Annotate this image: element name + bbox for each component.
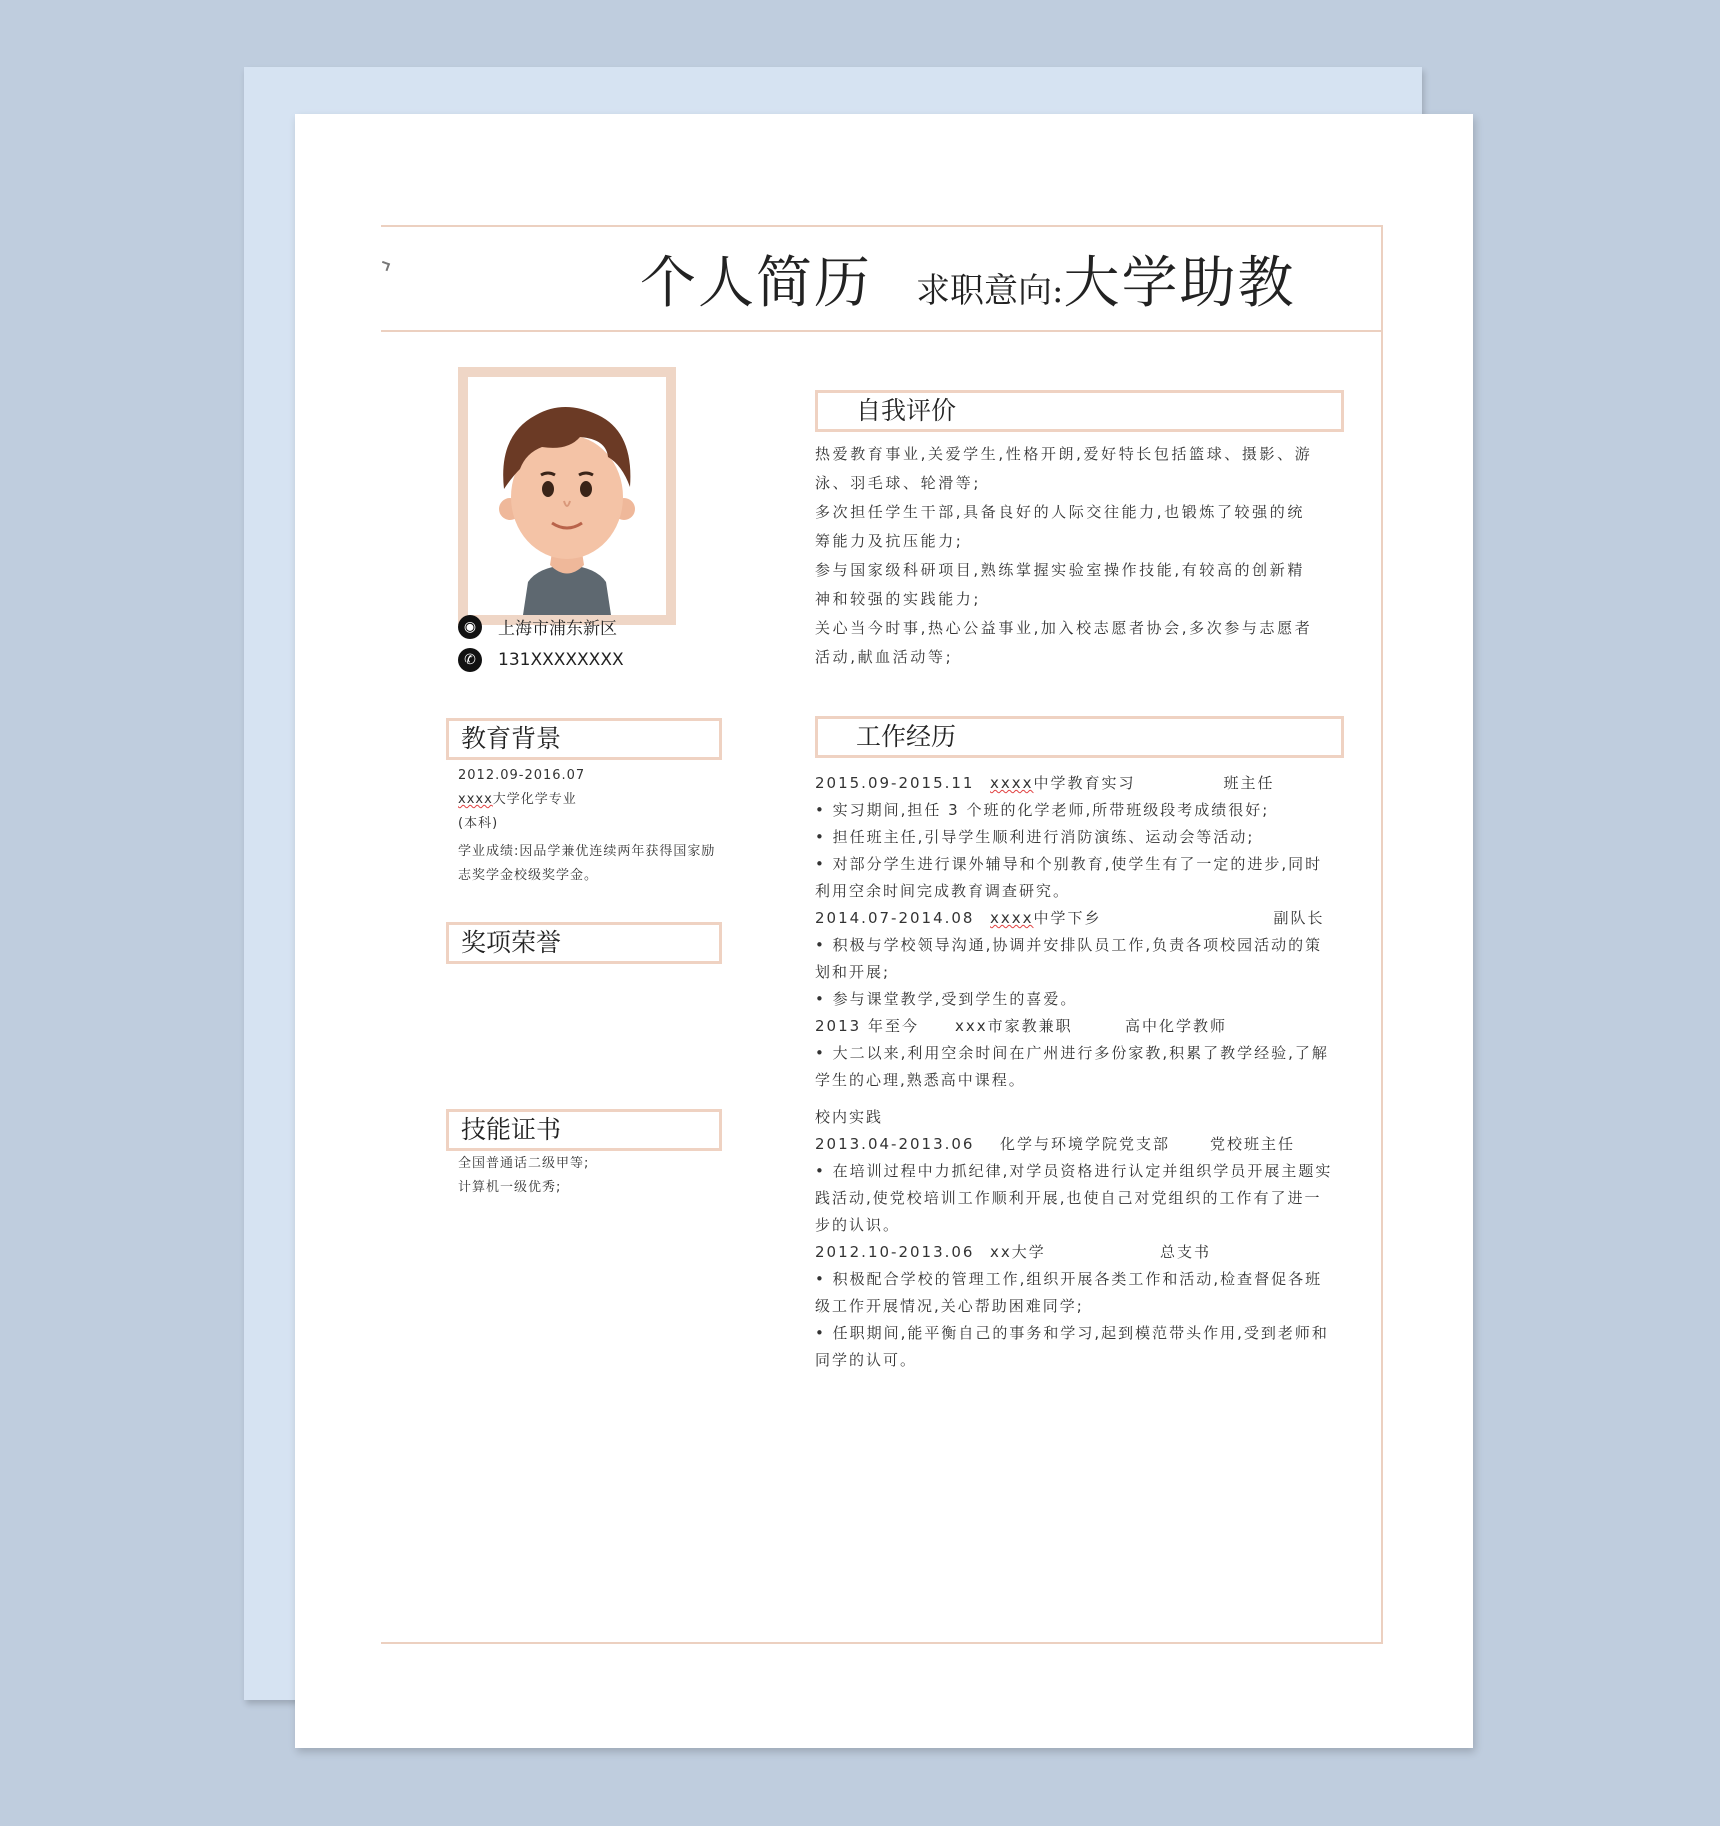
- address-text: 上海市浦东新区: [498, 619, 617, 639]
- work-item: [815, 770, 1335, 905]
- campus-item: [815, 1131, 1335, 1239]
- education-achievement: 学业成绩:因品学兼优连续两年获得国家励志奖学金校级奖学金。: [458, 844, 716, 883]
- education-degree: (本科): [458, 816, 499, 831]
- work-role: 班主任: [1223, 774, 1275, 792]
- work-bullet: • 积极与学校领导沟通,协调并安排队员工作,负责各项校园活动的策划和开展;: [815, 936, 1323, 981]
- work-org: 中学教育实习: [1033, 774, 1136, 792]
- campus-bullet: • 在培训过程中力抓纪律,对学员资格进行认定并组织学员开展主题实践活动,使党校培训工作顺利开展,也使自己对党组织的工作有了进一步的认识。: [815, 1162, 1333, 1234]
- education-school-prefix: xxxx: [458, 792, 493, 807]
- work-item: [815, 1013, 1335, 1094]
- self-eval-text: [815, 440, 1320, 672]
- self-eval-paragraph: 多次担任学生干部,具备良好的人际交往能力,也锻炼了较强的统筹能力及抗压能力;: [815, 503, 1305, 550]
- phone-icon: ✆: [458, 648, 482, 672]
- header-divider: [381, 330, 1381, 332]
- campus-role: 党校班主任: [1210, 1135, 1296, 1153]
- work-item-header: [815, 905, 1335, 932]
- work-bullet: • 对部分学生进行课外辅导和个别教育,使学生有了一定的进步,同时利用空余时间完成教育调查研究。: [815, 855, 1323, 900]
- campus-org: xx大学: [990, 1243, 1046, 1261]
- work-period: 2013 年至今: [815, 1017, 919, 1035]
- phone-text: 131XXXXXXXX: [498, 650, 624, 670]
- education-block: [458, 764, 728, 888]
- work-item-header: [815, 770, 1335, 797]
- work-org: 中学下乡: [1033, 909, 1102, 927]
- work-role: 副队长: [1273, 909, 1325, 927]
- avatar-illustration: [468, 377, 666, 615]
- work-period: 2015.09-2015.11: [815, 774, 975, 792]
- job-intent-value: 大学助教: [1063, 251, 1296, 316]
- work-experience: [815, 770, 1335, 1374]
- education-school-name: 大学化学专业: [492, 792, 577, 807]
- campus-bullet: • 任职期间,能平衡自己的事务和学习,起到模范带头作用,受到老师和同学的认可。: [815, 1324, 1329, 1369]
- education-period: 2012.09-2016.07: [458, 768, 586, 783]
- location-pin-icon: ◉: [458, 615, 482, 639]
- education-school: [458, 788, 728, 812]
- campus-period: 2013.04-2013.06: [815, 1135, 975, 1153]
- campus-item-header: [815, 1239, 1335, 1266]
- avatar: [458, 367, 676, 625]
- campus-bullet: • 积极配合学校的管理工作,组织开展各类工作和活动,检查督促各班级工作开展情况,关心帮助困难同学;: [815, 1270, 1323, 1315]
- work-item: [815, 905, 1335, 1013]
- campus-org: 化学与环境学院党支部: [1000, 1135, 1171, 1153]
- work-org: xxx市家教兼职: [955, 1017, 1073, 1035]
- title-main: 个人简历: [640, 251, 872, 316]
- contact-phone: [458, 648, 624, 672]
- self-eval-paragraph: 关心当今时事,热心公益事业,加入校志愿者协会,多次参与志愿者活动,献血活动等;: [815, 619, 1313, 666]
- self-eval-paragraph: 参与国家级科研项目,熟练掌握实验室操作技能,有较高的创新精神和较强的实践能力;: [815, 561, 1305, 608]
- contact-address: [458, 614, 617, 639]
- job-intent-label: 求职意向:: [916, 271, 1064, 311]
- work-heading: 工作经历: [815, 716, 1344, 758]
- self-eval-paragraph: 热爱教育事业,关爱学生,性格开朗,爱好特长包括篮球、摄影、游泳、羽毛球、轮滑等;: [815, 445, 1313, 492]
- campus-label: 校内实践: [815, 1108, 884, 1126]
- resume-page: [295, 114, 1473, 1748]
- skill-item: 全国普通话二级甲等;: [458, 1156, 590, 1171]
- work-bullet: • 实习期间,担任 3 个班的化学老师,所带班级段考成绩很好;: [815, 801, 1270, 819]
- work-bullet: • 大二以来,利用空余时间在广州进行多份家教,积累了教学经验,了解学生的心理,熟悉高中课程。: [815, 1044, 1329, 1089]
- work-bullet: • 担任班主任,引导学生顺利进行消防演练、运动会等活动;: [815, 828, 1255, 846]
- skills-list: [458, 1152, 728, 1200]
- page-title: [640, 239, 1295, 319]
- campus-role: 总支书: [1160, 1243, 1212, 1261]
- self-eval-heading: 自我评价: [815, 390, 1344, 432]
- work-bullet: • 参与课堂教学,受到学生的喜爱。: [815, 990, 1078, 1008]
- awards-heading: 奖项荣誉: [446, 922, 722, 964]
- work-role: 高中化学教师: [1125, 1017, 1228, 1035]
- skill-item: 计算机一级优秀;: [458, 1180, 562, 1195]
- education-heading: 教育背景: [446, 718, 722, 760]
- campus-period: 2012.10-2013.06: [815, 1243, 975, 1261]
- skills-heading: 技能证书: [446, 1109, 722, 1151]
- campus-item-header: [815, 1131, 1335, 1158]
- campus-item: [815, 1239, 1335, 1374]
- work-item-header: [815, 1013, 1335, 1040]
- work-org-prefix: xxxx: [990, 774, 1034, 792]
- work-period: 2014.07-2014.08: [815, 909, 975, 927]
- work-org-prefix: xxxx: [990, 909, 1034, 927]
